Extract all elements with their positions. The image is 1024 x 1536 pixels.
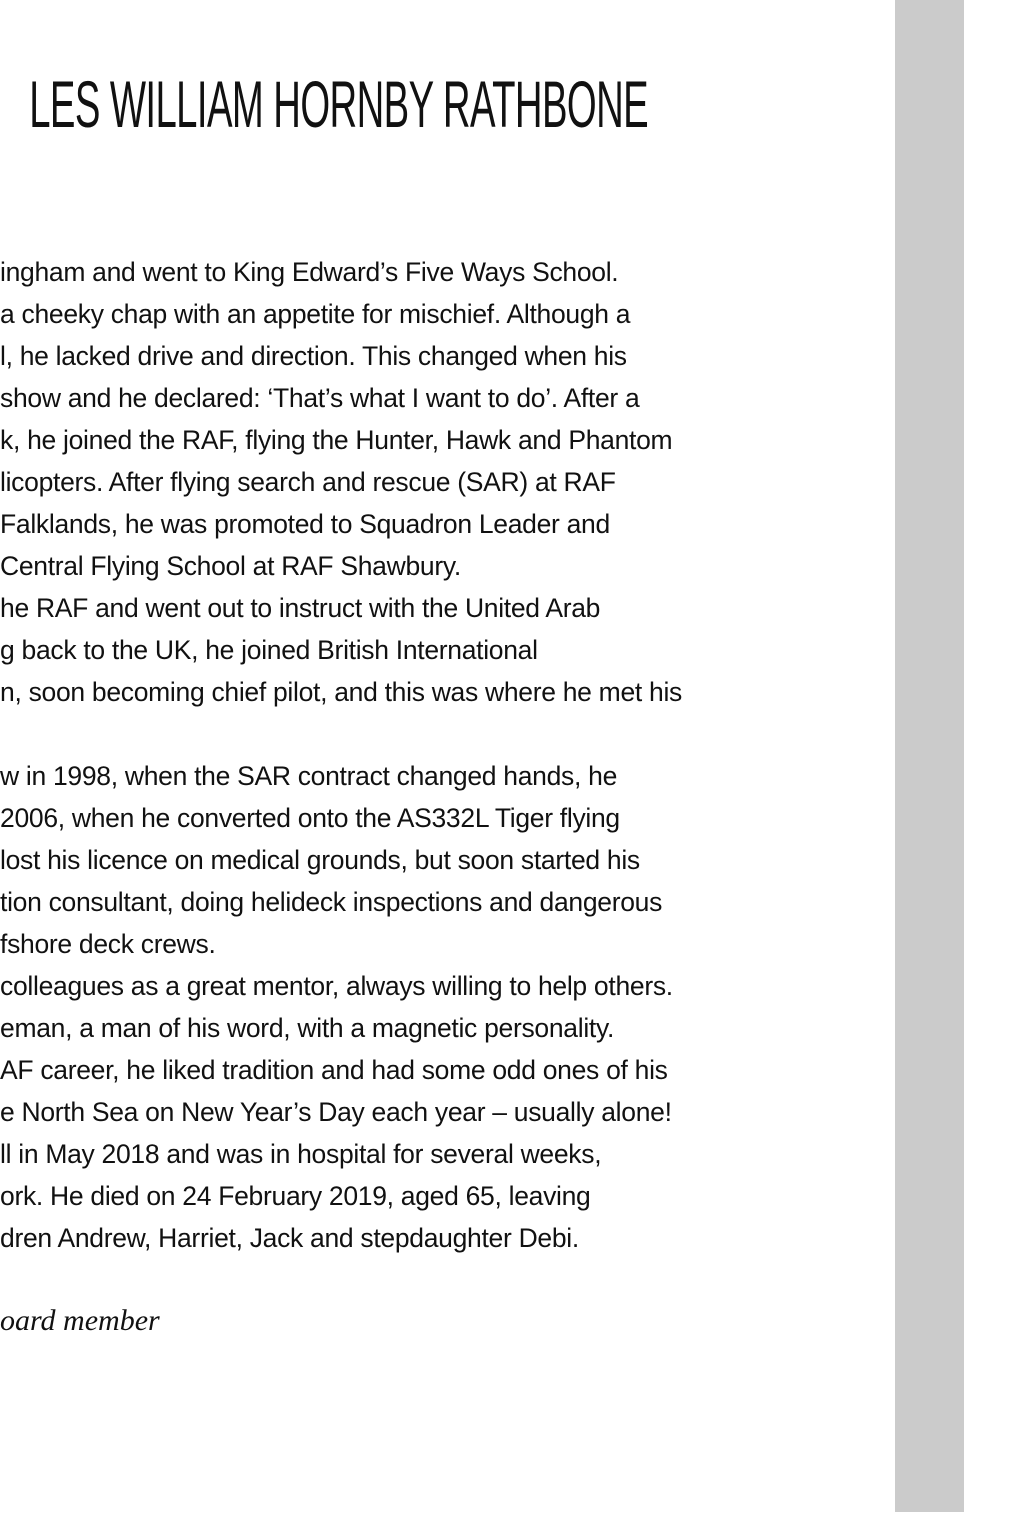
body-line: tion consultant, doing helideck inspections and dangerous <box>0 887 663 917</box>
body-line: ingham and went to King Edward’s Five Ways School. <box>0 257 619 287</box>
body-line-blank <box>0 713 760 755</box>
obituary-title: LES WILLIAM HORNBY RATHBONE <box>29 67 648 141</box>
body-line: k, he joined the RAF, flying the Hunter, Hawk and Phantom <box>0 425 673 455</box>
body-line: Falklands, he was promoted to Squadron Leader and <box>0 509 610 539</box>
body-line: n, soon becoming chief pilot, and this was where he met his <box>0 677 682 707</box>
body-line: show and he declared: ‘That’s what I want to do’. After a <box>0 383 640 413</box>
obituary-body <box>0 251 760 1259</box>
body-line: e North Sea on New Year’s Day each year – usually alone! <box>0 1097 672 1127</box>
body-line: AF career, he liked tradition and had some odd ones of his <box>0 1055 668 1085</box>
body-line: w in 1998, when the SAR contract changed hands, he <box>0 761 618 791</box>
body-line: ll in May 2018 and was in hospital for several weeks, <box>0 1139 602 1169</box>
body-line: he RAF and went out to instruct with the United Arab <box>0 593 601 623</box>
body-line: Central Flying School at RAF Shawbury. <box>0 551 461 581</box>
body-line: lost his licence on medical grounds, but soon started his <box>0 845 640 875</box>
body-line: g back to the UK, he joined British International <box>0 635 538 665</box>
author-signature: oard member <box>0 1304 160 1337</box>
body-line: 2006, when he converted onto the AS332L Tiger flying <box>0 803 620 833</box>
body-line: dren Andrew, Harriet, Jack and stepdaughter Debi. <box>0 1223 579 1253</box>
body-line: ork. He died on 24 February 2019, aged 65, leaving <box>0 1181 591 1211</box>
body-line: eman, a man of his word, with a magnetic personality. <box>0 1013 615 1043</box>
body-line: licopters. After flying search and rescue (SAR) at RAF <box>0 467 616 497</box>
body-line: l, he lacked drive and direction. This changed when his <box>0 341 627 371</box>
body-line: a cheeky chap with an appetite for mischief. Although a <box>0 299 631 329</box>
body-line: colleagues as a great mentor, always willing to help others. <box>0 971 673 1001</box>
page-edge-bar <box>895 0 964 1512</box>
body-line: fshore deck crews. <box>0 929 216 959</box>
